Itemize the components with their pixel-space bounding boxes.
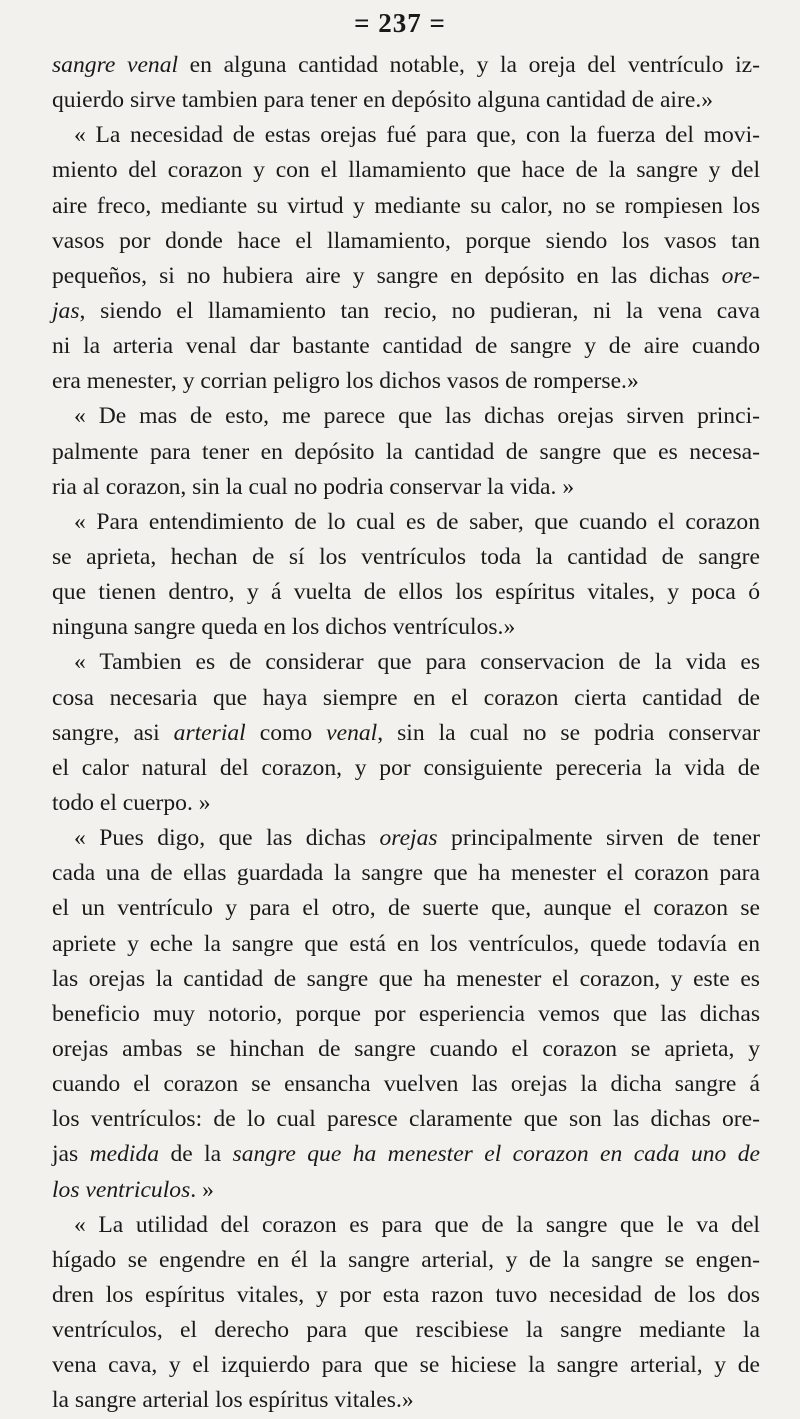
text-line: [52, 505, 760, 540]
text-segment: que tienen dentro, y á vuelta de ellos los espíritus vitales, y poca ó: [52, 579, 760, 606]
text-segment: . »: [190, 1176, 214, 1203]
text-segment: palmente para tener en depósito la cantidad de sangre que es necesa-: [52, 438, 760, 465]
text-segment: sangre venal: [52, 52, 179, 78]
text-line: [52, 1102, 760, 1137]
text-line: [52, 962, 760, 997]
text-segment: principalmente sirven de tener: [437, 825, 760, 852]
text-line: [52, 997, 760, 1032]
text-segment: « La necesidad de estas orejas fué para que, con la fuerza del movi-: [74, 122, 760, 149]
text-line: [52, 189, 760, 224]
text-segment: « Para entendimiento de lo cual es de saber, que cuando el corazon: [74, 508, 760, 535]
text-segment: los ventrículos: de lo cual paresce claramente que son las dichas ore-: [52, 1106, 760, 1133]
text-segment: cuando el corazon se ensancha vuelven las orejas la dicha sangre á: [52, 1071, 760, 1098]
text-line: [52, 786, 760, 821]
text-line: [52, 329, 760, 364]
text-line: [52, 1278, 760, 1313]
text-segment: jas: [52, 1141, 90, 1168]
text-line: [52, 224, 760, 259]
text-segment: orejas ambas se hinchan de sangre cuando el corazon se aprieta, y: [52, 1035, 760, 1062]
text-segment: como: [245, 719, 327, 746]
text-line: [52, 681, 760, 716]
text-line: [52, 540, 760, 575]
text-line: [52, 1208, 760, 1243]
text-segment: sangre, asi: [52, 719, 174, 746]
text-segment: « De mas de esto, me parece que las dichas orejas sirven princi-: [74, 403, 760, 430]
text-line: [52, 927, 760, 962]
text-line: [52, 1137, 760, 1172]
text-line: [52, 399, 760, 434]
text-segment: sangre que ha menester el corazon en cada uno de: [232, 1141, 760, 1168]
text-segment: de la: [159, 1141, 233, 1168]
text-segment: la sangre arterial los espíritus vitales.»: [52, 1387, 414, 1414]
text-line: [52, 1032, 760, 1067]
text-segment: arterial: [173, 719, 246, 746]
text-line: [52, 435, 760, 470]
text-line: [52, 821, 760, 856]
text-line: [52, 751, 760, 786]
text-line: [52, 1173, 760, 1208]
text-line: [52, 153, 760, 188]
text-segment: dren los espíritus vitales, y por esta razon tuvo necesidad de los dos: [52, 1281, 760, 1308]
text-segment: miento del corazon y con el llamamiento que hace de la sangre y del: [52, 157, 760, 184]
text-segment: aire freco, mediante su virtud y mediante su calor, no se rompiesen los: [52, 192, 760, 219]
text-segment: jas: [52, 297, 80, 324]
text-segment: las orejas la cantidad de sangre que ha menester el corazon, y este es: [52, 965, 760, 992]
text-segment: era menester, y corrian peligro los dichos vasos de romperse.»: [52, 368, 639, 395]
text-line: [52, 575, 760, 610]
text-segment: quierdo sirve tambien para tener en depósito alguna cantidad de aire.»: [52, 87, 714, 114]
text-segment: venal: [326, 719, 378, 746]
text-segment: apriete y eche la sangre que está en los ventrículos, quede todavía en: [52, 930, 760, 957]
text-line: [52, 83, 760, 118]
text-segment: ore-: [721, 262, 760, 289]
text-line: [52, 470, 760, 505]
text-segment: pequeños, si no hubiera aire y sangre en depósito en las dichas: [52, 262, 722, 289]
text-segment: vena cava, y el izquierdo para que se hiciese la sangre arterial, y de: [52, 1352, 760, 1379]
text-segment: ria al corazon, sin la cual no podria conservar la vida. »: [52, 473, 575, 500]
text-segment: « Pues digo, que las dichas: [74, 825, 380, 852]
text-segment: « Tambien es de considerar que para conservacion de la vida es: [74, 649, 760, 676]
text-segment: el un ventrículo y para el otro, de suerte que, aunque el corazon se: [52, 895, 760, 922]
page-number: = 237 =: [354, 8, 446, 38]
text-line: [52, 1243, 760, 1278]
text-line: [52, 891, 760, 926]
text-segment: cada una de ellas guardada la sangre que ha menester el corazon para: [52, 860, 760, 887]
text-segment: , sin la cual no se podria conservar: [377, 719, 761, 746]
text-line: [52, 364, 760, 399]
text-segment: los ventriculos: [52, 1176, 191, 1203]
text-segment: vasos por donde hace el llamamiento, porque siendo los vasos tan: [52, 227, 760, 254]
text-line: [52, 48, 760, 83]
text-line: [52, 610, 760, 645]
text-line: [52, 259, 760, 294]
text-line: [52, 1383, 760, 1418]
text-segment: ni la arteria venal dar bastante cantidad de sangre y de aire cuando: [52, 333, 760, 360]
text-segment: en alguna cantidad notable, y la oreja del ventrículo iz-: [178, 52, 760, 78]
text-segment: , siendo el llamamiento tan recio, no pudieran, ni la vena cava: [79, 297, 760, 324]
text-segment: ninguna sangre queda en los dichos ventrículos.»: [52, 614, 516, 641]
text-segment: todo el cuerpo. »: [52, 789, 211, 816]
text-line: [52, 1067, 760, 1102]
text-segment: « La utilidad del corazon es para que de la sangre que le va del: [74, 1211, 760, 1238]
text-segment: hígado se engendre en él la sangre arterial, y de la sangre se engen-: [52, 1246, 760, 1273]
text-segment: ventrículos, el derecho para que rescibiese la sangre mediante la: [52, 1317, 760, 1344]
text-line: [52, 716, 760, 751]
text-line: [52, 1348, 760, 1383]
text-line: [52, 1313, 760, 1348]
text-line: [52, 645, 760, 680]
text-line: [52, 118, 760, 153]
text-line: [52, 294, 760, 329]
text-segment: orejas: [379, 825, 438, 852]
text-segment: cosa necesaria que haya siempre en el corazon cierta cantidad de: [52, 684, 760, 711]
text-segment: beneficio muy notorio, porque por esperiencia vemos que las dichas: [52, 1000, 760, 1027]
text-line: [52, 856, 760, 891]
text-segment: medida: [89, 1141, 160, 1168]
text-segment: se aprieta, hechan de sí los ventrículos toda la cantidad de sangre: [52, 543, 760, 570]
text-segment: el calor natural del corazon, y por consiguiente pereceria la vida de: [52, 754, 760, 781]
body-text: [52, 48, 760, 1418]
